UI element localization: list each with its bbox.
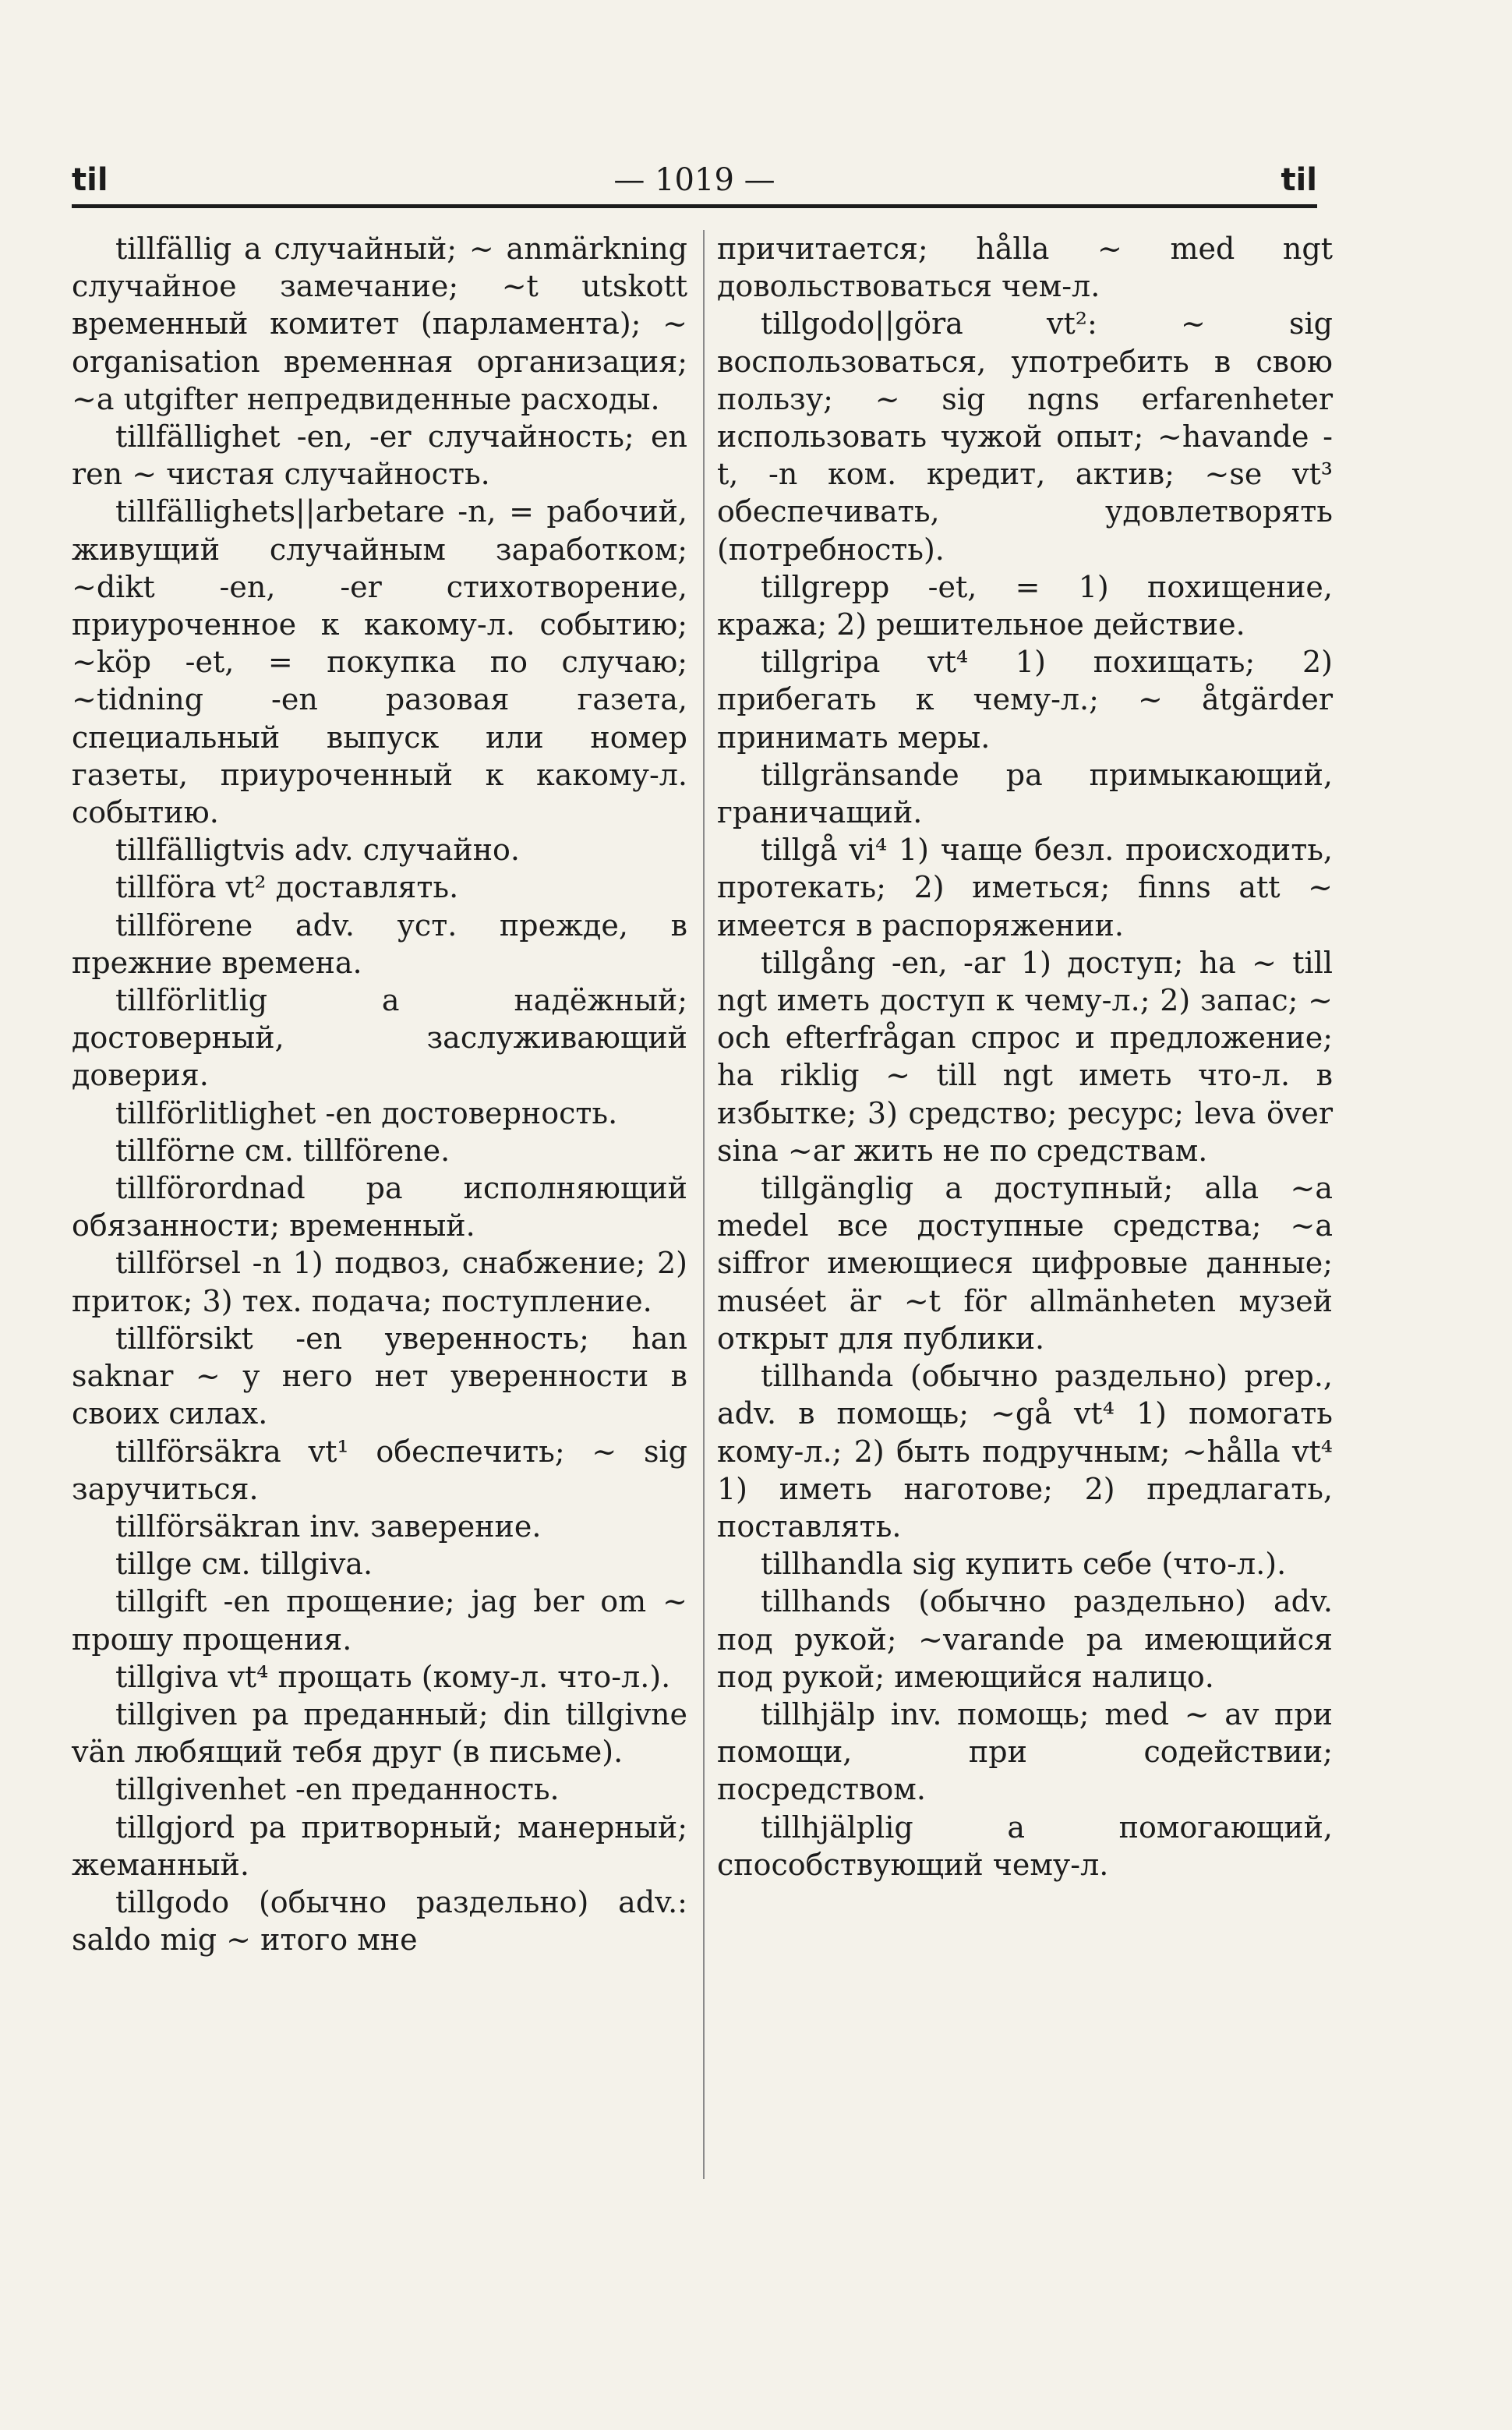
entry: tillhands (обычно раздельно) adv. под рукой; ~varande pa имеющийся под рукой; имеющийся налицо. <box>717 1584 1333 1694</box>
entry: tillfällighets||arbetare -n, = рабочий, живущий случайным заработком; ~dikt -en, -er стихотворение, приуроченное к какому-л. событию; ~köp -et, = покупка по случаю; ~tidning -en разовая газета, специальный выпуск или номер газеты, приуроченный к какому-л. событию. <box>72 494 687 830</box>
column-divider <box>703 230 705 2179</box>
entry: tillgrepp -et, = 1) похищение, кража; 2) решительное действие. <box>717 569 1333 642</box>
entry: tillgodo||göra vt²: ~ sig воспользоваться, употребить в свою пользу; ~ sig ngns erfarenheter использовать чужой опыт; ~havande -t, -n ком. кредит, актив; ~se vt³ обеспечивать, удовлетворять (потребность). <box>717 306 1333 567</box>
page-header <box>72 153 1317 207</box>
entry: tillhanda (обычно раздельно) prep., adv. в помощь; ~gå vt⁴ 1) помогать кому-л.; 2) быть подручным; ~hålla vt⁴ 1) иметь наготове; 2) предлагать, поставлять. <box>717 1359 1333 1544</box>
entry-continuation: причитается; hålla ~ med ngt довольствоваться чем-л. <box>717 232 1333 304</box>
entry: tillföra vt² доставлять. <box>115 870 459 905</box>
entry: tillförsikt -en уверенность; han saknar ~ у него нет уверенности в своих силах. <box>72 1321 687 1431</box>
page-number: — 1019 — <box>613 162 775 198</box>
entry: tillförlitlighet -en достоверность. <box>115 1095 618 1130</box>
entry: tillhjälp inv. помощь; med ~ av при помощи, при содействии; посредством. <box>717 1696 1333 1807</box>
header-left-guide: til <box>72 162 108 198</box>
right-column <box>717 230 1333 1884</box>
entry: tillförene adv. уст. прежде, в прежние времена. <box>72 907 687 980</box>
header-right-guide: til <box>1281 162 1317 198</box>
entry: tillförsel -n 1) подвоз, снабжение; 2) приток; 3) тех. подача; поступление. <box>72 1246 687 1318</box>
left-column <box>72 230 687 1958</box>
entry: tillfällig a случайный; ~ anmärkning случайное замечание; ~t utskott временный комитет (парламента); ~ organisation временная организация; ~a utgifter непредвиденные расходы. <box>72 232 687 416</box>
entry: tillgodo (обычно раздельно) adv.: saldo mig ~ итого мне <box>72 1884 687 1958</box>
entry: tillfälligtvis adv. случайно. <box>115 833 520 868</box>
entry: tillförsäkra vt¹ обеспечить; ~ sig заручиться. <box>72 1434 687 1506</box>
entry: tillförordnad pa исполняющий обязанности; временный. <box>72 1171 687 1243</box>
entry: tillgripa vt⁴ 1) похищать; 2) прибегать к чему-л.; ~ åtgärder принимать меры. <box>717 645 1333 755</box>
entry: tillge см. tillgiva. <box>115 1547 373 1582</box>
entry: tillgänglig a доступный; alla ~a medel все доступные средства; ~a siffror имеющиеся цифровые данные; muséet är ~t för allmänheten музей открыт для публики. <box>717 1171 1333 1356</box>
entry: tillgiva vt⁴ прощать (кому-л. что-л.). <box>115 1659 671 1694</box>
entry: tillgränsande pa примыкающий, граничащий. <box>717 757 1333 830</box>
entry: tillförlitlig a надёжный; достоверный, заслуживающий доверия. <box>72 983 687 1093</box>
entry: tillgång -en, -ar 1) доступ; ha ~ till ngt иметь доступ к чему-л.; 2) запас; ~ och efterfrågan спрос и предложение; ha riklig ~ till ngt иметь что-л. в избытке; 3) средство; ресурс; leva över sina ~ar жить не по средствам. <box>717 945 1333 1168</box>
entry: tillfällighet -en, -er случайность; en ren ~ чистая случайность. <box>72 419 687 492</box>
entry: tillgivenhet -en преданность. <box>115 1772 560 1807</box>
entry: tillgå vi⁴ 1) чаще безл. происходить, протекать; 2) иметься; finns att ~ имеется в распоряжении. <box>717 833 1333 943</box>
entry: tillförne см. tillförene. <box>115 1133 450 1168</box>
entry: tillhandla sig купить себе (что-л.). <box>761 1547 1287 1582</box>
entry: tillhjälplig a помогающий, способствующий чему-л. <box>717 1809 1333 1882</box>
header-rule <box>72 204 1317 208</box>
entry: tillgift -en прощение; jag ber om ~ прошу прощения. <box>72 1584 687 1657</box>
entry: tillförsäkran inv. заверение. <box>115 1509 542 1544</box>
entry: tillgiven pa преданный; din tillgivne vän любящий тебя друг (в письме). <box>72 1696 687 1770</box>
entry: tillgjord pa притворный; манерный; жеманный. <box>72 1809 687 1882</box>
